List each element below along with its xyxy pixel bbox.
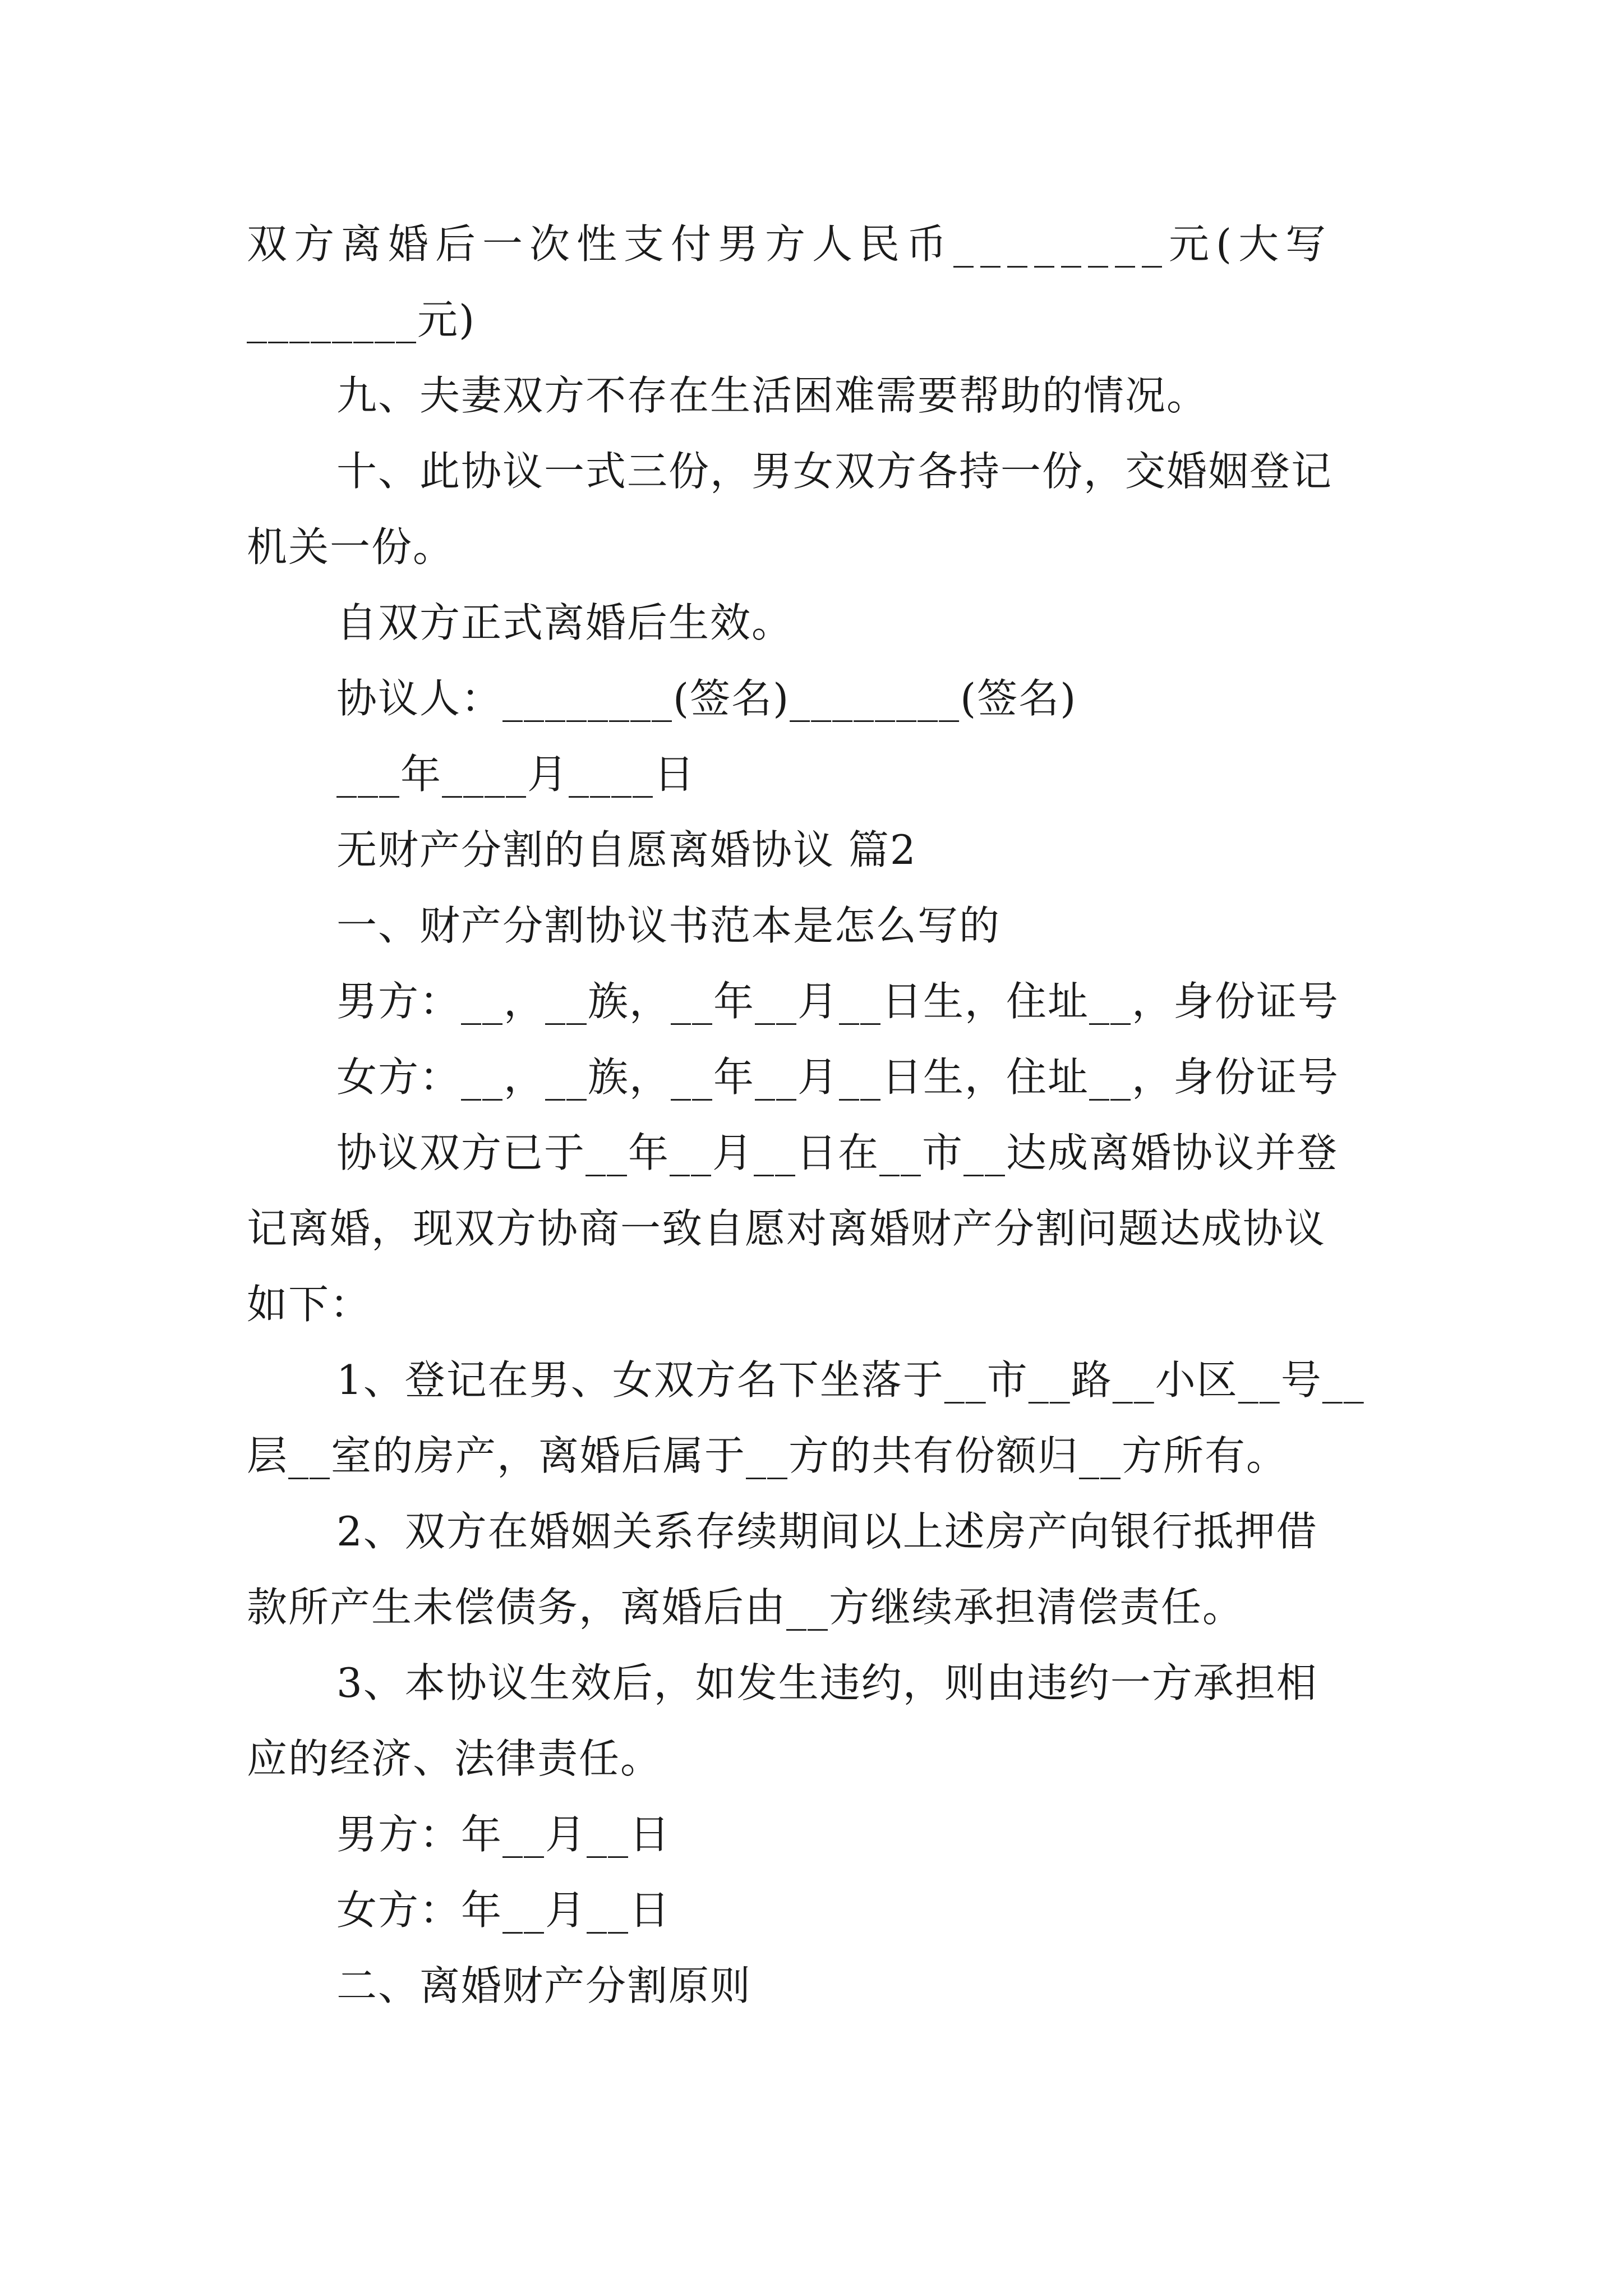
date-line: 男方：年__月__日 <box>336 1811 671 1858</box>
section-heading: 一、财产分割协议书范本是怎么写的 <box>336 902 1001 949</box>
paragraph-line: 十、此协议一式三份，男女双方各持一份，交婚姻登记 <box>336 448 1333 495</box>
paragraph-line: 女方：__，__族，__年__月__日生，住址__，身份证号 <box>336 1053 1340 1101</box>
paragraph-line: 款所产生未偿债务，离婚后由__方继续承担清偿责任。 <box>247 1584 1244 1631</box>
paragraph-line: 层__室的房产，离婚后属于__方的共有份额归__方所有。 <box>247 1432 1288 1479</box>
date-line: 女方：年__月__日 <box>336 1887 671 1934</box>
paragraph-line: 机关一份。 <box>247 523 455 570</box>
paragraph-line: 男方：__，__族，__年__月__日生，住址__，身份证号 <box>336 978 1340 1025</box>
paragraph-line: 2、双方在婚姻关系存续期间以上述房产向银行抵押借 <box>336 1508 1318 1555</box>
paragraph-line: 九、夫妻双方不存在生活困难需要帮助的情况。 <box>336 372 1209 419</box>
section-heading: 无财产分割的自愿离婚协议 篇2 <box>336 826 917 873</box>
paragraph-line: 双方离婚后一次性支付男方人民币________元(大写 <box>247 220 1333 268</box>
paragraph-line: 1、登记在男、女双方名下坐落于__市__路__小区__号__ <box>336 1356 1365 1404</box>
paragraph-line: 协议双方已于__年__月__日在__市__达成离婚协议并登 <box>336 1129 1339 1176</box>
paragraph-line: 记离婚，现双方协商一致自愿对离婚财产分割问题达成协议 <box>247 1205 1326 1252</box>
paragraph-line: 自双方正式离婚后生效。 <box>336 599 794 646</box>
paragraph-line: 3、本协议生效后，如发生违约，则由违约一方承担相 <box>336 1659 1318 1706</box>
section-heading: 二、离婚财产分割原则 <box>336 1962 752 2009</box>
paragraph-line: ________元) <box>247 296 476 343</box>
paragraph-line: 应的经济、法律责任。 <box>247 1735 662 1782</box>
paragraph-line: 如下： <box>247 1281 372 1328</box>
signature-line: 协议人：________(签名)________(签名) <box>336 675 1077 722</box>
date-line: ___年____月____日 <box>336 751 696 798</box>
